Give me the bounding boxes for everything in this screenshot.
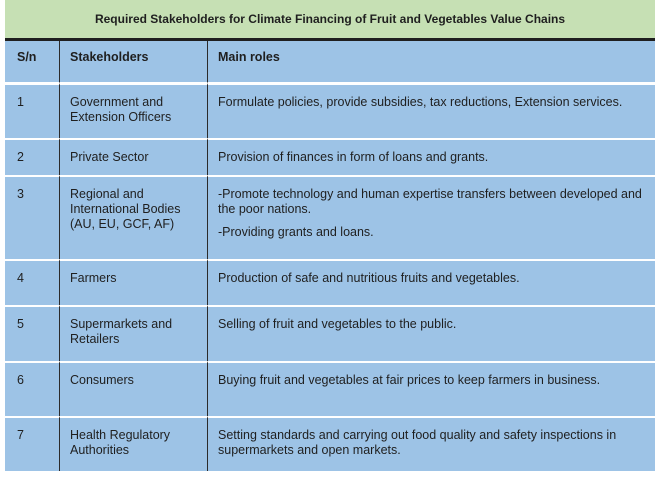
- cell-stakeholder: Health Regulatory Authorities: [60, 416, 208, 471]
- cell-stakeholder: Regional and International Bodies (AU, EU, GCF, AF): [60, 175, 208, 259]
- header-row: [5, 41, 655, 83]
- cell-roles: [208, 416, 655, 471]
- cell-roles: [208, 175, 655, 259]
- table-title: Required Stakeholders for Climate Financing of Fruit and Vegetables Value Chains: [5, 0, 655, 41]
- cell-roles: [208, 305, 655, 361]
- table-row: [5, 175, 655, 259]
- cell-roles: [208, 83, 655, 138]
- table-body: [5, 83, 655, 471]
- table-row: [5, 259, 655, 305]
- table-row: [5, 138, 655, 175]
- role-text: Buying fruit and vegetables at fair prices to keep farmers in business.: [218, 373, 601, 387]
- cell-roles: [208, 138, 655, 175]
- table-row: [5, 305, 655, 361]
- cell-stakeholder: Consumers: [60, 361, 208, 416]
- role-text: Selling of fruit and vegetables to the public.: [218, 317, 457, 331]
- role-text: Formulate policies, provide subsidies, tax reductions, Extension services.: [218, 95, 623, 109]
- role-text: Setting standards and carrying out food quality and safety inspections in supermarkets and open markets.: [218, 428, 617, 457]
- cell-sn: 4: [5, 259, 60, 305]
- table-row: [5, 361, 655, 416]
- table-row: [5, 416, 655, 471]
- cell-roles: [208, 259, 655, 305]
- role-text: Provision of finances in form of loans and grants.: [218, 150, 489, 164]
- cell-sn: 1: [5, 83, 60, 138]
- header-stakeholders: Stakeholders: [60, 41, 208, 83]
- table-row: [5, 83, 655, 138]
- role-text: -Providing grants and loans.: [218, 225, 374, 239]
- cell-sn: 5: [5, 305, 60, 361]
- cell-sn: 6: [5, 361, 60, 416]
- cell-sn: 7: [5, 416, 60, 471]
- cell-sn: 2: [5, 138, 60, 175]
- header-roles: Main roles: [208, 41, 655, 83]
- cell-roles: [208, 361, 655, 416]
- cell-stakeholder: Government and Extension Officers: [60, 83, 208, 138]
- header-sn: S/n: [5, 41, 60, 83]
- stakeholders-table: [5, 0, 657, 471]
- cell-stakeholder: Supermarkets and Retailers: [60, 305, 208, 361]
- role-text: -Promote technology and human expertise transfers between developed and the poor nations.: [218, 187, 642, 216]
- cell-stakeholder: Private Sector: [60, 138, 208, 175]
- role-text: Production of safe and nutritious fruits and vegetables.: [218, 271, 520, 285]
- cell-stakeholder: Farmers: [60, 259, 208, 305]
- cell-sn: 3: [5, 175, 60, 259]
